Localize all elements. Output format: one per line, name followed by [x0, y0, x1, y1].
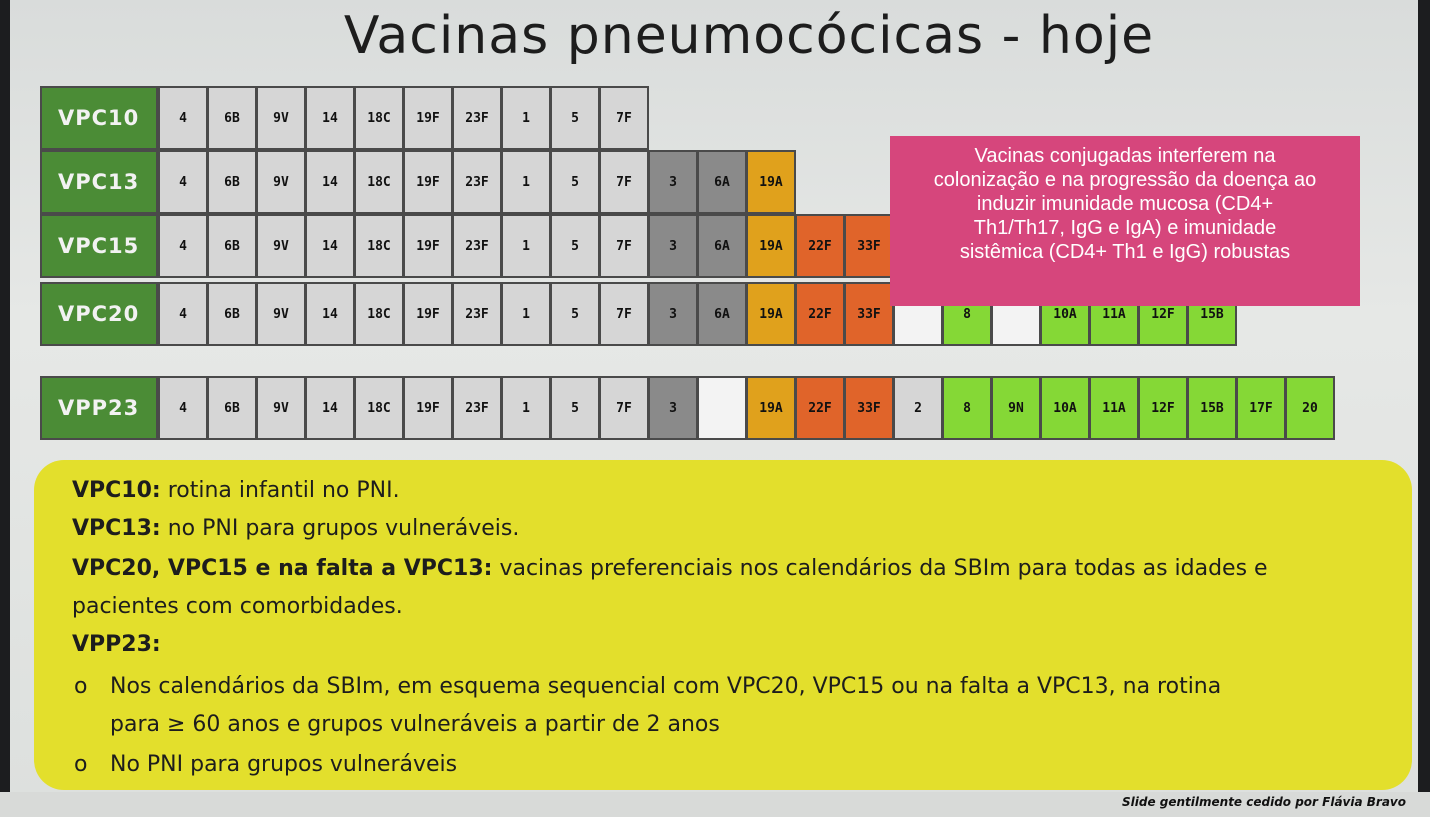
serotype-cell: 12F	[1138, 376, 1188, 440]
recommendations-box	[34, 460, 1412, 790]
serotype-cell: 18C	[354, 376, 404, 440]
serotype-cell: 6B	[207, 214, 257, 278]
serotype-cell: 6A	[697, 282, 747, 346]
serotype-cell: 6B	[207, 376, 257, 440]
bullet-icon: o	[74, 674, 88, 699]
serotype-cell: 7F	[599, 86, 649, 150]
serotype-cell: 4	[158, 150, 208, 214]
serotype-cell: 10A	[1040, 376, 1090, 440]
serotype-cell: 4	[158, 376, 208, 440]
serotype-cell: 2	[893, 376, 943, 440]
serotype-cell: 23F	[452, 214, 502, 278]
serotype-cell: 19F	[403, 282, 453, 346]
serotype-cell: 6A	[697, 150, 747, 214]
serotype-cell: 14	[305, 214, 355, 278]
serotype-cell: 22F	[795, 214, 845, 278]
serotype-cell: 7F	[599, 282, 649, 346]
vpc13-note	[72, 516, 519, 541]
serotype-cell: 23F	[452, 376, 502, 440]
serotype-cell: 19A	[746, 376, 796, 440]
serotype-cell: 15B	[1187, 376, 1237, 440]
serotype-cell: 19A	[746, 282, 796, 346]
serotype-cell: 1	[501, 86, 551, 150]
serotype-cell: 6B	[207, 150, 257, 214]
serotype-cell: 15B	[1187, 282, 1237, 346]
serotype-cell: 3	[648, 282, 698, 346]
serotype-cell: 1	[501, 376, 551, 440]
serotype-cell: 9V	[256, 150, 306, 214]
serotype-cell: 18C	[354, 150, 404, 214]
serotype-cell: 22F	[795, 376, 845, 440]
vaccine-label: VPC13	[40, 150, 158, 214]
vpp23-bullet1-line2: para ≥ 60 anos e grupos vulneráveis a partir de 2 anos	[110, 712, 720, 737]
serotype-cell: 23F	[452, 282, 502, 346]
serotype-cell: 3	[648, 150, 698, 214]
serotype-cell	[697, 376, 747, 440]
serotype-cell: 20	[1285, 376, 1335, 440]
vpp23-label: VPP23:	[72, 632, 161, 657]
serotype-cell: 5	[550, 376, 600, 440]
callout-line: colonização e na progressão da doença ao	[933, 169, 1317, 191]
serotype-cell: 7F	[599, 150, 649, 214]
serotype-cell: 14	[305, 282, 355, 346]
serotype-cell: 5	[550, 282, 600, 346]
callout-line: Th1/Th17, IgG e IgA) e imunidade	[973, 217, 1277, 239]
serotype-cell: 33F	[844, 376, 894, 440]
conjugate-vaccine-callout	[890, 136, 1360, 306]
vpp23-bullet2: No PNI para grupos vulneráveis	[110, 752, 458, 777]
slide-title: Vacinas pneumocócicas - hoje	[343, 6, 1155, 66]
serotype-cell: 19F	[403, 214, 453, 278]
serotype-cell: 23F	[452, 86, 502, 150]
serotype-cell: 4	[158, 282, 208, 346]
vaccine-label: VPC15	[40, 214, 158, 278]
bullet-icon: o	[74, 752, 88, 777]
callout-line: Vacinas conjugadas interferem na	[974, 145, 1276, 167]
serotype-cell: 11A	[1089, 376, 1139, 440]
serotype-cell: 6B	[207, 282, 257, 346]
serotype-cell: 19F	[403, 150, 453, 214]
vpc10-note	[72, 478, 400, 503]
serotype-cell: 5	[550, 214, 600, 278]
serotype-cell: 23F	[452, 150, 502, 214]
serotype-cell: 19A	[746, 150, 796, 214]
serotype-cell: 3	[648, 376, 698, 440]
serotype-cell: 33F	[844, 282, 894, 346]
serotype-cell: 17F	[1236, 376, 1286, 440]
vpc13-label: VPC13:	[72, 516, 161, 541]
serotype-cell: 19A	[746, 214, 796, 278]
serotype-cell: 19F	[403, 376, 453, 440]
serotype-cell: 3	[648, 214, 698, 278]
serotype-cell: 4	[158, 86, 208, 150]
slide-credit: Slide gentilmente cedido por Flávia Bravo	[1122, 795, 1406, 809]
serotype-cell: 6B	[207, 86, 257, 150]
serotype-cell: 6A	[697, 214, 747, 278]
serotype-cell: 8	[942, 376, 992, 440]
serotype-cell: 18C	[354, 86, 404, 150]
serotype-cell: 14	[305, 86, 355, 150]
preferential-text-cont: pacientes com comorbidades.	[72, 594, 403, 619]
serotype-cell: 9V	[256, 214, 306, 278]
serotype-cell: 19F	[403, 86, 453, 150]
serotype-cell: 10A	[1040, 282, 1090, 346]
callout-line: induzir imunidade mucosa (CD4+	[976, 193, 1274, 215]
serotype-cell: 1	[501, 150, 551, 214]
vpp23-note	[72, 632, 161, 657]
preferential-label: VPC20, VPC15 e na falta a VPC13:	[72, 556, 493, 581]
serotype-cell: 4	[158, 214, 208, 278]
serotype-cell: 1	[501, 282, 551, 346]
serotype-cell: 11A	[1089, 282, 1139, 346]
serotype-cell: 9V	[256, 376, 306, 440]
serotype-cell: 8	[942, 282, 992, 346]
vpc13-text: no PNI para grupos vulneráveis.	[160, 516, 520, 541]
serotype-cell: 7F	[599, 376, 649, 440]
vaccine-label: VPP23	[40, 376, 158, 440]
serotype-cell: 33F	[844, 214, 894, 278]
serotype-cell: 1	[501, 214, 551, 278]
serotype-cell: 14	[305, 150, 355, 214]
vaccine-label: VPC10	[40, 86, 158, 150]
serotype-cell: 14	[305, 376, 355, 440]
serotype-cell: 7F	[599, 214, 649, 278]
serotype-cell: 9N	[991, 376, 1041, 440]
serotype-cell: 18C	[354, 282, 404, 346]
serotype-cell: 5	[550, 86, 600, 150]
vpc10-text: rotina infantil no PNI.	[160, 478, 400, 503]
serotype-cell: 5	[550, 150, 600, 214]
serotype-cell: 22F	[795, 282, 845, 346]
slide	[10, 0, 1418, 800]
vpc10-label: VPC10:	[72, 478, 161, 503]
serotype-cell: 9V	[256, 86, 306, 150]
preferential-note	[72, 556, 1268, 581]
callout-line: sistêmica (CD4+ Th1 e IgG) robustas	[959, 241, 1291, 263]
preferential-text: vacinas preferenciais nos calendários da SBIm para todas as idades e	[492, 556, 1268, 581]
vpp23-bullet1-line1: Nos calendários da SBIm, em esquema sequencial com VPC20, VPC15 ou na falta a VPC13, na rotina	[110, 674, 1222, 699]
serotype-cell: 12F	[1138, 282, 1188, 346]
serotype-cell: 9V	[256, 282, 306, 346]
serotype-cell: 18C	[354, 214, 404, 278]
vaccine-label: VPC20	[40, 282, 158, 346]
